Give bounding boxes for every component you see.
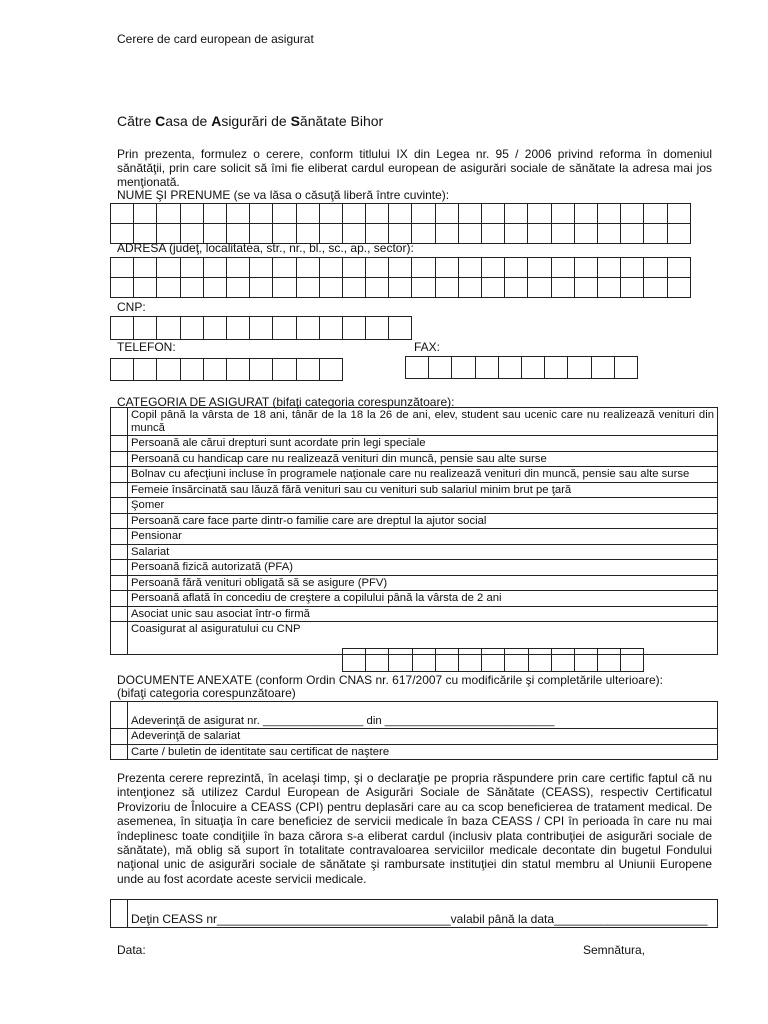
input-cell[interactable] (411, 223, 435, 244)
input-cell[interactable] (296, 358, 320, 381)
input-cell[interactable] (458, 223, 482, 244)
category-checkbox[interactable] (111, 451, 128, 467)
input-cell[interactable] (180, 358, 204, 381)
input-cell[interactable] (203, 257, 227, 278)
category-label: Coasigurat al asiguratului cu CNP (128, 622, 718, 655)
documents-table (110, 701, 718, 760)
category-label: Salariat (128, 544, 718, 560)
input-cell[interactable] (428, 356, 452, 379)
input-cell[interactable] (226, 203, 250, 224)
input-cell[interactable] (643, 257, 667, 278)
category-row (111, 606, 718, 622)
input-cell[interactable] (591, 356, 615, 379)
category-row (111, 408, 718, 436)
category-checkbox[interactable] (111, 467, 128, 483)
category-row (111, 467, 718, 483)
phone-label: TELEFON: (117, 340, 176, 354)
cnp-label: CNP: (117, 300, 146, 314)
input-cell[interactable] (527, 223, 551, 244)
documents-label: DOCUMENTE ANEXATE (conform Ordin CNAS nr. 617/2007 cu modificările şi completările ulterioare): (117, 673, 663, 687)
input-cell[interactable] (614, 356, 638, 379)
input-cell[interactable] (597, 648, 621, 672)
input-cell[interactable] (458, 648, 482, 672)
input-cell[interactable] (574, 257, 598, 278)
input-cell[interactable] (667, 223, 691, 244)
name-label: NUME ŞI PRENUME (se va lăsa o căsuţă liberă între cuvinte): (117, 188, 450, 202)
document-label: Adeverinţă de asigurat nr. ________________ din ___________________________ (128, 702, 718, 729)
category-label: Femeie însărcinată sau lăuză fără venituri sau cu venituri sub salariul minim brut pe ţară (128, 482, 718, 498)
input-cell[interactable] (272, 257, 296, 278)
category-label: Bolnav cu afecţiuni incluse în programele naţionale care nu realizează venituri din muncă, pensie sau alte surse (128, 467, 718, 483)
date-label: Data: (117, 943, 146, 957)
input-cell[interactable] (620, 257, 644, 278)
document-checkbox[interactable] (111, 729, 128, 745)
input-cell[interactable] (365, 277, 389, 298)
input-cell[interactable] (180, 257, 204, 278)
input-cell[interactable] (504, 277, 528, 298)
input-cell[interactable] (458, 277, 482, 298)
input-cell[interactable] (180, 277, 204, 298)
input-cell[interactable] (388, 203, 412, 224)
category-row (111, 513, 718, 529)
input-cell[interactable] (504, 648, 528, 672)
ceass-table (110, 899, 718, 928)
category-table (110, 407, 718, 655)
input-cell[interactable] (110, 316, 134, 340)
category-label: Persoană cu handicap care nu realizează venituri din muncă, pensie sau alte surse (128, 451, 718, 467)
input-cell[interactable] (296, 203, 320, 224)
address-label: ADRESA (judeţ, localitatea, str., nr., bl., sc., ap., sector): (117, 241, 414, 255)
input-cell[interactable] (597, 223, 621, 244)
category-label: Şomer (128, 498, 718, 514)
input-cell[interactable] (156, 257, 180, 278)
category-row (111, 451, 718, 467)
document-label: Carte / buletin de identitate sau certificat de naştere (128, 744, 718, 760)
page-title: Către Casa de Asigurări de Sănătate Bihor (117, 113, 384, 129)
category-row (111, 482, 718, 498)
category-row (111, 529, 718, 545)
input-cell[interactable] (342, 277, 366, 298)
category-row (111, 575, 718, 591)
header-note: Cerere de card european de asigurat (117, 32, 314, 46)
input-cell[interactable] (388, 316, 412, 340)
input-cell[interactable] (620, 203, 644, 224)
input-cell[interactable] (435, 648, 459, 672)
input-cell[interactable] (597, 257, 621, 278)
input-cell[interactable] (365, 316, 389, 340)
input-cell[interactable] (643, 223, 667, 244)
input-cell[interactable] (574, 203, 598, 224)
input-cell[interactable] (481, 277, 505, 298)
input-cell[interactable] (365, 203, 389, 224)
category-checkbox[interactable] (111, 529, 128, 545)
input-cell[interactable] (481, 257, 505, 278)
input-cell[interactable] (481, 223, 505, 244)
document-row (111, 744, 718, 760)
input-cell[interactable] (435, 257, 459, 278)
category-checkbox[interactable] (111, 591, 128, 607)
input-cell[interactable] (249, 316, 273, 340)
category-checkbox[interactable] (111, 436, 128, 452)
input-cell[interactable] (272, 358, 296, 381)
input-cell[interactable] (521, 356, 545, 379)
phone-input-grid[interactable] (110, 358, 342, 380)
input-cell[interactable] (411, 257, 435, 278)
input-cell[interactable] (620, 223, 644, 244)
input-cell[interactable] (203, 203, 227, 224)
input-cell[interactable] (597, 203, 621, 224)
category-checkbox[interactable] (111, 575, 128, 591)
signature-label: Semnătura, (583, 943, 646, 957)
input-cell[interactable] (249, 277, 273, 298)
input-cell[interactable] (226, 316, 250, 340)
category-row (111, 436, 718, 452)
input-cell[interactable] (551, 203, 575, 224)
input-cell[interactable] (412, 648, 436, 672)
category-checkbox[interactable] (111, 544, 128, 560)
input-cell[interactable] (296, 257, 320, 278)
input-cell[interactable] (458, 203, 482, 224)
input-cell[interactable] (249, 257, 273, 278)
category-checkbox[interactable] (111, 408, 128, 436)
input-cell[interactable] (156, 316, 180, 340)
input-cell[interactable] (133, 358, 157, 381)
input-cell[interactable] (319, 316, 343, 340)
input-cell[interactable] (551, 223, 575, 244)
input-cell[interactable] (528, 648, 552, 672)
input-cell[interactable] (319, 277, 343, 298)
category-checkbox[interactable] (111, 606, 128, 622)
category-checkbox[interactable] (111, 498, 128, 514)
ceass-line[interactable]: Deţin CEASS nr___________________________________valabil până la data_______________________ (128, 900, 718, 928)
input-cell[interactable] (319, 257, 343, 278)
input-cell[interactable] (435, 203, 459, 224)
input-cell[interactable] (667, 203, 691, 224)
input-cell[interactable] (365, 257, 389, 278)
category-label: Copil până la vârsta de 18 ani, tânăr de la 18 la 26 de ani, elev, student sau ucenic care nu realizează venituri din muncă (128, 408, 718, 436)
input-cell[interactable] (296, 316, 320, 340)
input-cell[interactable] (597, 277, 621, 298)
input-cell[interactable] (551, 648, 575, 672)
input-cell[interactable] (272, 277, 296, 298)
input-cell[interactable] (249, 358, 273, 381)
input-cell[interactable] (527, 257, 551, 278)
input-cell[interactable] (203, 316, 227, 340)
input-cell[interactable] (504, 223, 528, 244)
document-row (111, 702, 718, 729)
input-cell[interactable] (405, 356, 429, 379)
input-cell[interactable] (342, 257, 366, 278)
category-label: Pensionar (128, 529, 718, 545)
category-checkbox[interactable] (111, 513, 128, 529)
input-cell[interactable] (180, 316, 204, 340)
input-cell[interactable] (272, 316, 296, 340)
input-cell[interactable] (180, 203, 204, 224)
input-cell[interactable] (388, 257, 412, 278)
input-cell[interactable] (249, 203, 273, 224)
input-cell[interactable] (643, 277, 667, 298)
input-cell[interactable] (226, 277, 250, 298)
input-cell[interactable] (435, 277, 459, 298)
input-cell[interactable] (458, 257, 482, 278)
input-cell[interactable] (451, 356, 475, 379)
ceass-checkbox[interactable] (111, 900, 128, 928)
input-cell[interactable] (475, 356, 499, 379)
input-cell[interactable] (110, 277, 134, 298)
input-cell[interactable] (481, 203, 505, 224)
address-input-grid[interactable] (110, 257, 690, 297)
category-label: Persoană fără venituri obligată să se asigure (PFV) (128, 575, 718, 591)
category-label: Persoană care face parte dintr-o familie care are dreptul la ajutor social (128, 513, 718, 529)
document-label: Adeverinţă de salariat (128, 729, 718, 745)
input-cell[interactable] (319, 358, 343, 381)
input-cell[interactable] (156, 277, 180, 298)
document-checkbox[interactable] (111, 744, 128, 760)
input-cell[interactable] (133, 316, 157, 340)
input-cell[interactable] (342, 203, 366, 224)
input-cell[interactable] (574, 648, 598, 672)
input-cell[interactable] (620, 648, 644, 672)
category-row (111, 591, 718, 607)
input-cell[interactable] (504, 203, 528, 224)
category-checkbox[interactable] (111, 482, 128, 498)
input-cell[interactable] (527, 277, 551, 298)
category-checkbox[interactable] (111, 560, 128, 576)
input-cell[interactable] (435, 223, 459, 244)
input-cell[interactable] (133, 203, 157, 224)
input-cell[interactable] (133, 277, 157, 298)
input-cell[interactable] (342, 316, 366, 340)
name-input-grid[interactable] (110, 203, 690, 243)
category-label: Persoană fizică autorizată (PFA) (128, 560, 718, 576)
input-cell[interactable] (620, 277, 644, 298)
input-cell[interactable] (551, 257, 575, 278)
input-cell[interactable] (388, 648, 412, 672)
category-row (111, 498, 718, 514)
input-cell[interactable] (226, 358, 250, 381)
declaration-text: Prezenta cerere reprezintă, în acelaşi timp, şi o declaraţie pe propria răspundere prin care certific faptul că nu intenţionez să utilizez Cardul European de Asigurări Sociale de Sănătate (CEASS), respectiv Certificatul Provizoriu de Înlocuire a CEASS (CPI) pentru deplasări care au ca scop beneficierea de tratament medical. De asemenea, în situaţia în care beneficiez de servicii medicale în baza CEASS / CPI în perioada în care nu mai îndeplinesc toate condiţiile în baza cărora s-a eliberat cardul (inclusiv plata contribuţiei de asigurări sociale de sănătate), mă oblig să suport în totalitate contravaloarea serviciilor medicale decontate din bugetul Fondului naţional unic de asigurări sociale de sănătate şi rambursate instituţiei din statul membru al Uniunii Europene unde au fost acordate aceste servicii medicale. (117, 771, 712, 886)
input-cell[interactable] (272, 203, 296, 224)
input-cell[interactable] (667, 277, 691, 298)
input-cell[interactable] (365, 648, 389, 672)
input-cell[interactable] (388, 277, 412, 298)
input-cell[interactable] (551, 277, 575, 298)
cnp-input-grid[interactable] (110, 316, 411, 339)
input-cell[interactable] (411, 203, 435, 224)
input-cell[interactable] (319, 203, 343, 224)
category-label: Persoană ale cărui drepturi sunt acordate prin legi speciale (128, 436, 718, 452)
input-cell[interactable] (110, 358, 134, 381)
input-cell[interactable] (643, 203, 667, 224)
fax-input-grid[interactable] (405, 356, 637, 378)
intro-text: Prin prezenta, formulez o cerere, conform titlului IX din Legea nr. 95 / 2006 privind reforma în domeniul sănătăţii, prin care solicit să îmi fie eliberat cardul european de asigurări sociale de sănătate la adresa mai jos menţionată. (117, 147, 712, 189)
input-cell[interactable] (544, 356, 568, 379)
coinsured-cnp-grid[interactable] (342, 648, 643, 671)
document-row (111, 729, 718, 745)
category-row (111, 544, 718, 560)
category-label: Persoană aflată în concediu de creştere a copilului până la vârsta de 2 ani (128, 591, 718, 607)
input-cell[interactable] (498, 356, 522, 379)
input-cell[interactable] (156, 358, 180, 381)
input-cell[interactable] (667, 257, 691, 278)
input-cell[interactable] (481, 648, 505, 672)
input-cell[interactable] (574, 223, 598, 244)
input-cell[interactable] (203, 277, 227, 298)
input-cell[interactable] (203, 358, 227, 381)
category-checkbox[interactable] (111, 622, 128, 655)
input-cell[interactable] (504, 257, 528, 278)
category-label: Asociat unic sau asociat într-o firmă (128, 606, 718, 622)
input-cell[interactable] (156, 203, 180, 224)
input-cell[interactable] (296, 277, 320, 298)
input-cell[interactable] (411, 277, 435, 298)
input-cell[interactable] (110, 203, 134, 224)
input-cell[interactable] (527, 203, 551, 224)
input-cell[interactable] (574, 277, 598, 298)
input-cell[interactable] (110, 257, 134, 278)
input-cell[interactable] (226, 257, 250, 278)
document-checkbox[interactable] (111, 702, 128, 729)
category-label: CATEGORIA DE ASIGURAT (bifaţi categoria corespunzătoare): (117, 395, 455, 409)
input-cell[interactable] (133, 257, 157, 278)
input-cell[interactable] (567, 356, 591, 379)
category-row (111, 560, 718, 576)
documents-hint: (bifaţi categoria corespunzătoare) (117, 686, 296, 700)
fax-label: FAX: (414, 340, 441, 354)
input-cell[interactable] (342, 648, 366, 672)
